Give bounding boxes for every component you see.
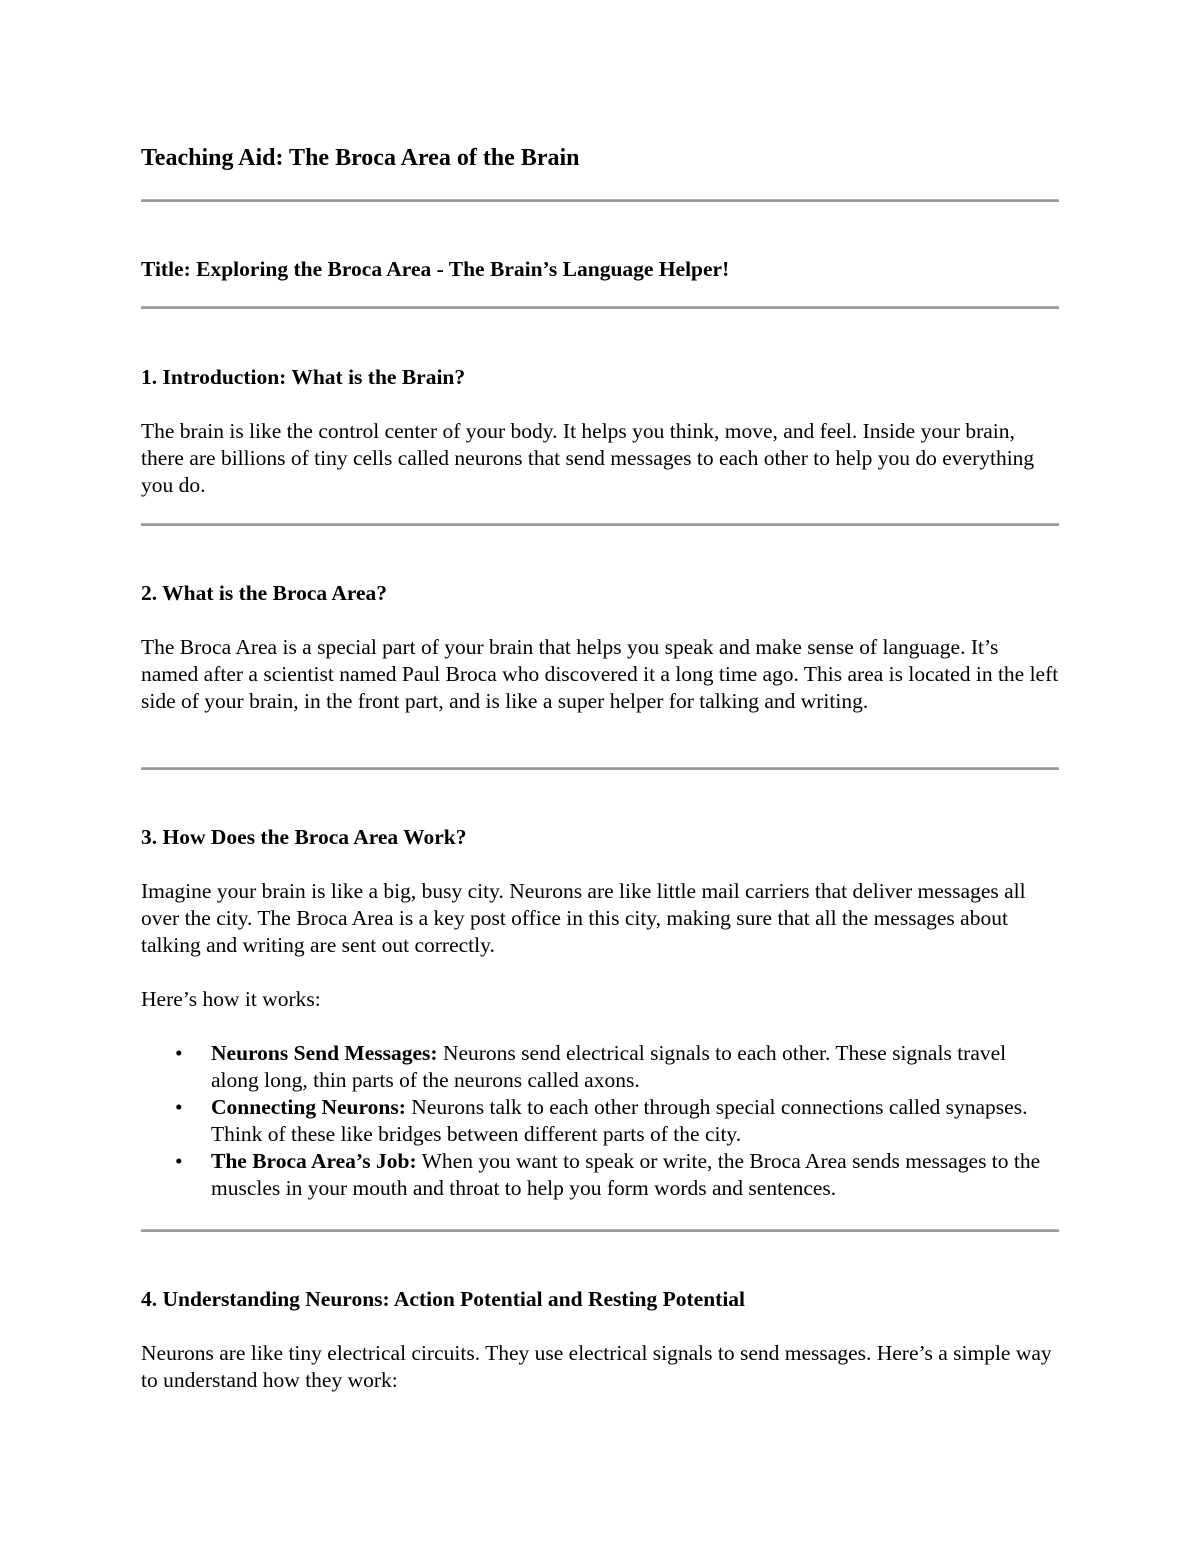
section-understanding-neurons: [141, 1285, 1059, 1394]
list-item-term: Connecting Neurons:: [211, 1095, 406, 1119]
horizontal-rule: [141, 199, 1059, 202]
list-item: [141, 1094, 1059, 1148]
section-paragraph: The brain is like the control center of your body. It helps you think, move, and feel. Inside your brain, there are billions of tiny cells called neurons that send messages to each other to help you do everything you do.: [141, 419, 1035, 497]
list-item: [141, 1040, 1059, 1094]
horizontal-rule: [141, 1229, 1059, 1232]
section-paragraph: The Broca Area is a special part of your brain that helps you speak and make sense of language. It’s named after a scientist named Paul Broca who discovered it a long time ago. This area is located in the left side of your brain, in the front part, and is like a super helper for talking and writing.: [141, 635, 1059, 713]
list-item-term: The Broca Area’s Job:: [211, 1149, 417, 1173]
bullet-icon: •: [175, 1149, 183, 1173]
list-item-text: When you want to speak or write, the Broca Area sends messages to the muscles in your mouth and throat to help you form words and sentences.: [211, 1149, 1041, 1200]
section-heading: 3. How Does the Broca Area Work?: [141, 825, 467, 849]
document-title: Title: Exploring the Broca Area - The Brain’s Language Helper!: [141, 257, 730, 281]
section-heading: 2. What is the Broca Area?: [141, 581, 388, 605]
bullet-list: [141, 1040, 1059, 1202]
bullet-icon: •: [175, 1095, 183, 1119]
section-how-it-works: [141, 823, 1059, 1202]
section-paragraph: Neurons are like tiny electrical circuits. They use electrical signals to send messages. Here’s a simple way to understand how they work:: [141, 1341, 1052, 1392]
section-heading: 4. Understanding Neurons: Action Potential and Resting Potential: [141, 1287, 746, 1311]
section-introduction: [141, 363, 1059, 499]
list-item-text: Neurons talk to each other through special connections called synapses. Think of these like bridges between different parts of the city.: [211, 1095, 1028, 1146]
horizontal-rule: [141, 767, 1059, 770]
section-paragraph: Here’s how it works:: [141, 987, 321, 1011]
document-heading: Teaching Aid: The Broca Area of the Brain: [141, 145, 580, 171]
list-item: [141, 1148, 1059, 1202]
list-item-term: Neurons Send Messages:: [211, 1041, 438, 1065]
horizontal-rule: [141, 523, 1059, 526]
section-broca-area: [141, 579, 1059, 715]
list-item-text: Neurons send electrical signals to each other. These signals travel along long, thin parts of the neurons called axons.: [211, 1041, 1007, 1092]
bullet-icon: •: [175, 1041, 183, 1065]
section-heading: 1. Introduction: What is the Brain?: [141, 365, 466, 389]
horizontal-rule: [141, 306, 1059, 309]
section-paragraph: Imagine your brain is like a big, busy city. Neurons are like little mail carriers that deliver messages all over the city. The Broca Area is a key post office in this city, making sure that all the messages about talking and writing are sent out correctly.: [141, 879, 1026, 957]
